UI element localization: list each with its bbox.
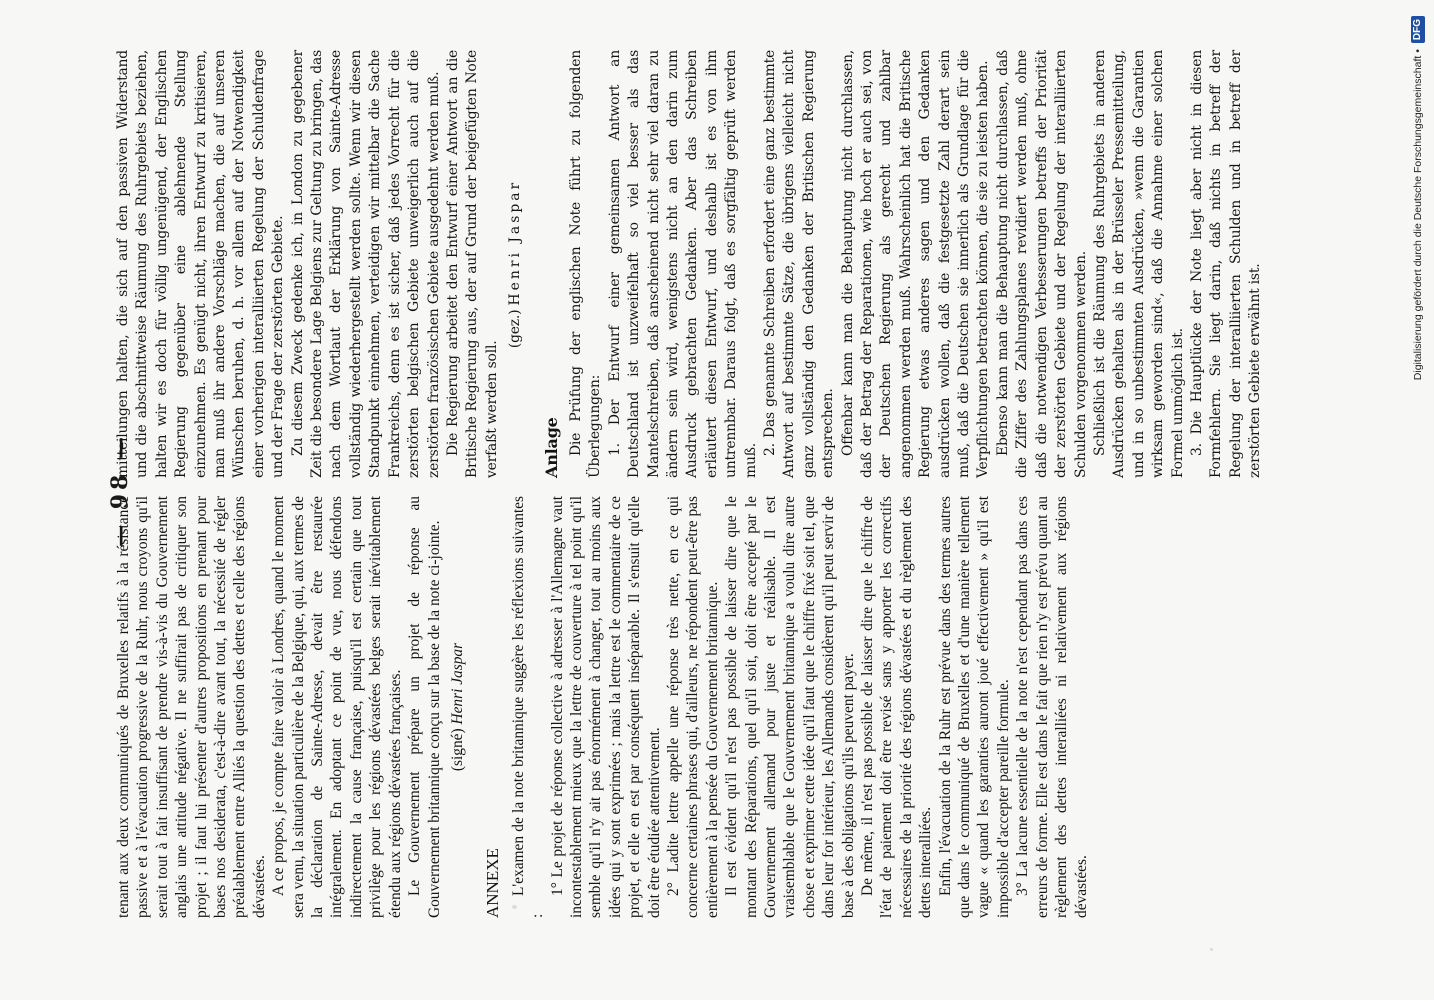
annex-intro: L'examen de la note britannique suggère les réflexions suivantes : — [509, 496, 547, 918]
german-column — [114, 50, 1264, 478]
german-paragraph: mitteilungen halten, die sich auf den passiven Widerstand und die abschnittweise Räumung des Ruhrgebiets beziehen, halten wir es doch für völlig ungenügend, der Englischen Regierung gegenüber eine ablehnende Stellung einzunehmen. Es genügt nicht, ihren Entwurf zu kritisieren, man muß ihr andere Vorschläge machen, die auf unseren Wünschen beruhen, d. h. vor allem auf der Notwendigkeit einer vorherigen interalliierten Regelung der Schuldenfrage und der Frage der zerstörten Gebiete. — [115, 50, 287, 478]
annex-point: De même, il n'est pas possible de laisser dire que le chiffre de l'état de paiement doit être revisé sans y apporter les correctifs nécessaires de la priorité des régions dévastées et du règlement des dettes interalliées. — [859, 496, 935, 918]
signature-name: Henri Jaspar — [448, 642, 466, 725]
french-paragraph: A ce propos, je compte faire valoir à Londres, quand le moment sera venu, la situation particulière de la Belgique, qui, aux termes de la déclaration de Sainte-Adresse, devait être restaurée intégralement. En adoptant ce point de vue, nous défendons indirectement la cause française, puisqu'il est certain que tout privilège pour les régions dévastées belges serait inévitablement étendu aux régions dévastées françaises. — [270, 496, 404, 918]
signature-prefix: (signé) — [448, 728, 466, 772]
digitization-credit — [1408, 10, 1428, 990]
annex-point: 1° Le projet de réponse collective à adresser à l'Allemagne vaut incontestablement mieux que la lettre de couverture à tel point qu'il semble qu'il n'y ait pas énormément à changer, tout au moins aux idées qui y sont exprimées ; mais la lettre est le commentaire de ce projet, et elle en est par conséquent inséparable. Il s'ensuit qu'elle doit être étudiée attentivement. — [548, 496, 663, 918]
annex-point: Il est évident qu'il n'est pas possible de laisser dire que le montant des Réparations, quel qu'il soit, doit être accepté par le Gouvernement allemand pour juste et réalisable. Il est vraisemblable que le Gouvernement britannique a voulu dire autre chose et exprimer cette idée qu'il faut que le chiffre fixé soit tel, que dans leur for intérieur, les Allemands considèrent qu'il peut servir de base à des obligations qu'ils peuvent payer. — [723, 496, 857, 918]
annex-point: 2° Ladite lettre appelle une réponse très nette, en ce qui concerne certaines phrases qui, d'ailleurs, ne répondent peut-être pas entièrement à la pensée du Gouvernement britannique. — [664, 496, 721, 918]
signature-name: Henri Jaspar — [507, 179, 524, 306]
french-column — [114, 496, 1204, 918]
french-signature — [448, 496, 467, 918]
scan-speck — [1210, 948, 1213, 951]
signature-prefix: (gez.) — [507, 309, 524, 349]
annex-point: Enfin, l'évacuation de la Ruhr est prévue dans des termes autres que dans le communiqué de Bruxelles et d'une manière tellement vague « quand les garanties auront joué effectivement » qu'il est impossible d'accepter pareille formule. — [936, 496, 1012, 918]
french-paragraph: tenant aux deux communiqués de Bruxelles relatifs à la résistance passive et à l'évacuation progressive de la Ruhr, nous croyons qu'il serait tout à fait insuffisant de prendre vis-à-vis du Gouvernement anglais une attitude négative. Il ne suffirait pas de critiquer son projet ; il faut lui présenter d'autres propositions en prenant pour bases nos desiderata, c'est-à-dire avant tout, la nécessité de régler préalablement entre Alliés la question des dettes et celle des régions dévastées. — [115, 496, 268, 918]
annex-point: Ebenso kann man die Behauptung nicht durchlassen, daß die Ziffer des Zahlungsplanes revidiert werden muß, ohne daß die notwendigen Verbesserungen betreffs der Priorität der zerstörten Gebiete und der Regelung der interalliierten Schulden vorgenommen werden. — [994, 50, 1089, 478]
book-page — [100, 50, 1320, 930]
credit-text: Digitalisierung gefördert durch die Deutsche Forschungsgemeinschaft • — [1412, 49, 1424, 381]
annex-intro: Die Prüfung der englischen Note führt zu folgenden Überlegungen: — [567, 50, 604, 478]
annex-point: 3° La lacune essentielle de la note n'est cependant pas dans ces erreurs de forme. Elle est dans le fait que rien n'y est prévu quant au règlement des dettes interalliées ni relativement aux régions dévastées. — [1014, 496, 1090, 918]
german-paragraph: Zu diesem Zweck gedenke ich, in London zu gegebener Zeit die besondere Lage Belgiens zur Geltung zu bringen, das nach dem Wortlaut der Erklärung von Sainte-Adresse vollständig wiederhergestellt werden sollte. Wenn wir diesen Standpunkt einnehmen, verteidigen wir mittelbar die Sache Frankreichs, denn es ist sicher, daß jedes Vorrecht für die zerstörten belgischen Gebiete unweigerlich auch auf die zerstörten französischen Gebiete ausgedehnt werden muß. — [289, 50, 442, 478]
annex-heading: ANNEXE — [483, 848, 503, 918]
scan-speck — [496, 880, 499, 883]
french-paragraph: Le Gouvernement prépare un projet de réponse au Gouvernement britannique conçu sur la base de la note ci-jointe. — [406, 496, 443, 918]
german-signature — [506, 50, 525, 478]
scan-speck — [512, 905, 517, 909]
annex-point: 1. Der Entwurf einer gemeinsamen Antwort an Deutschland ist unzweifelhaft so viel besser als das Mantelschreiben, daß anscheinend nicht sehr viel daran zu ändern sein wird, wenigstens nicht an den darin zum Ausdruck gebrachten Gedanken. Aber das Schreiben erläutert diesen Entwurf, und deshalb ist es von ihm untrennbar. Daraus folgt, daß es sorgfältig geprüft werden muß. — [606, 50, 759, 478]
annex-point: 3. Die Hauptlücke der Note liegt aber nicht in diesen Formfehlern. Sie liegt darin, daß nichts in betreff der Regelung der interalliierten Schulden und in betreff der zerstörten Gebiete erwähnt ist. — [1188, 50, 1264, 478]
annex-point: Schließlich ist die Räumung des Ruhrgebiets in anderen Ausdrücken gehalten als in der Brüsseler Pressemitteilung, und in so unbestimmten Ausdrücken, »wenn die Garantien wirksam geworden sind«, daß die Annahme einer solchen Formel unmöglich ist. — [1091, 50, 1186, 478]
page-number: — 98 — — [107, 433, 133, 547]
annex-point: 2. Das genannte Schreiben erfordert eine ganz bestimmte Antwort auf bestimmte Sätze, die übrigens vielleicht nicht ganz vollständig den Gedanken der Britischen Regierung entsprechen. — [762, 50, 837, 478]
annex-point: Offenbar kann man die Behauptung nicht durchlassen, daß der Betrag der Reparationen, wie hoch er auch sei, von der Deutschen Regierung als gerecht und zahlbar angenommen werden muß. Wahrscheinlich hat die Britische Regierung etwas anderes sagen und den Gedanken ausdrücken wollen, daß die festgesetzte Zahl derart sein muß, daß die Deutschen sie innerlich als Grundlage für die Verpflichtungen betrachten können, die sie zu leisten haben. — [839, 50, 992, 478]
annex-heading: Anlage — [541, 417, 561, 478]
dfg-logo: DFG — [1411, 16, 1425, 43]
column-divider — [120, 487, 1200, 488]
german-paragraph: Die Regierung arbeitet den Entwurf einer Antwort an die Britische Regierung aus, der auf Grund der beigefügten Note verfaßt werden soll. — [444, 50, 500, 478]
